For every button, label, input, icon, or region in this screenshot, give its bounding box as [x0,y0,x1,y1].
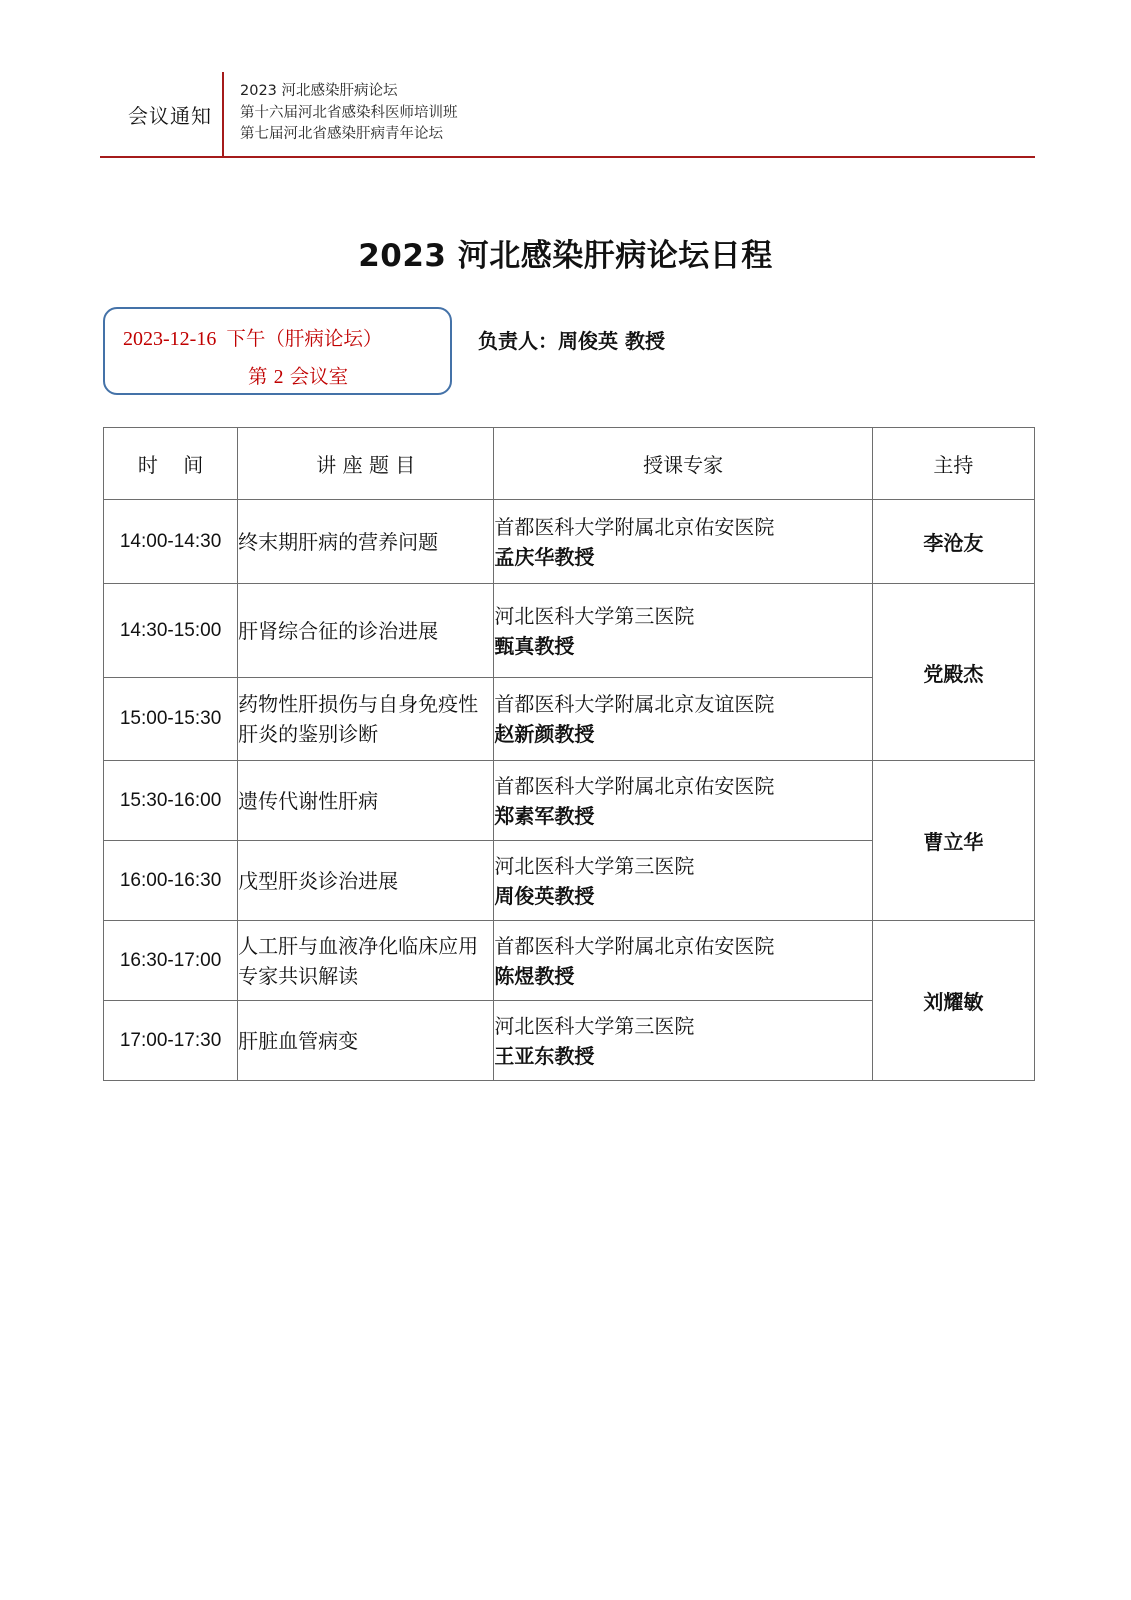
session-info-box [103,307,452,395]
header-line: 2023 河北感染肝病论坛 [240,83,398,99]
row-topic: 戊型肝炎诊治进展 [238,841,494,921]
row-expert [494,1001,872,1081]
session-responsible: 负责人：周俊英 教授 [478,329,665,353]
document-title: 2023 河北感染肝病论坛日程 [358,238,773,274]
header-line: 第十六届河北省感染科医师培训班 [240,104,458,121]
expert-institution: 河北医科大学第三医院 [494,1013,695,1038]
expert-institution: 首都医科大学附属北京佑安医院 [494,933,775,958]
expert-institution: 河北医科大学第三医院 [494,603,695,628]
expert-name: 周俊英教授 [494,883,595,908]
row-expert [494,921,872,1001]
table-header-row [104,428,1035,500]
room-prefix: 第 [248,365,268,388]
row-topic: 人工肝与血液净化临床应用专家共识解读 [238,921,494,1001]
row-expert [494,584,872,678]
row-expert [494,678,872,761]
session-period: 下午（肝病论坛） [226,327,383,350]
expert-institution: 河北医科大学第三医院 [494,853,695,878]
expert-name: 孟庆华教授 [494,544,595,569]
row-host: 李沧友 [872,500,1034,584]
notice-label: 会议通知 [128,104,212,128]
row-host: 曹立华 [872,761,1034,921]
expert-name: 赵新颜教授 [494,722,595,746]
room-suffix: 会议室 [289,365,349,388]
schedule-table [103,427,1035,1081]
session-date-line [123,323,382,351]
row-topic: 终末期肝病的营养问题 [238,500,494,584]
header-vertical-divider [222,72,224,158]
session-room [248,361,348,389]
table-row [104,921,1035,1001]
row-expert [494,841,872,921]
expert-institution: 首都医科大学附属北京友谊医院 [494,692,775,716]
row-topic: 肝肾综合征的诊治进展 [238,584,494,678]
expert-institution: 首都医科大学附属北京佑安医院 [494,514,775,539]
row-time: 16:30-17:00 [104,921,238,1001]
header-host: 主持 [872,428,1034,500]
session-date: 2023-12-16 [123,328,217,350]
row-expert [494,761,872,841]
header-event-lines [240,81,458,146]
header-line: 第七届河北省感染肝病青年论坛 [240,126,443,142]
header-time: 时 间 [104,428,238,500]
expert-name: 王亚东教授 [494,1043,595,1068]
expert-name: 郑素军教授 [494,803,595,828]
row-time: 14:30-15:00 [104,584,238,678]
row-time: 17:00-17:30 [104,1001,238,1081]
row-time: 15:30-16:00 [104,761,238,841]
row-expert [494,500,872,584]
row-host: 党殿杰 [872,584,1034,761]
header-horizontal-divider [100,156,1035,158]
row-topic: 遗传代谢性肝病 [238,761,494,841]
row-topic: 药物性肝损伤与自身免疫性肝炎的鉴别诊断 [238,678,494,761]
expert-name: 陈煜教授 [494,963,575,988]
header-topic: 讲 座 题 目 [238,428,494,500]
table-row [104,500,1035,584]
row-host: 刘耀敏 [872,921,1034,1081]
row-topic: 肝脏血管病变 [238,1001,494,1081]
row-time: 14:00-14:30 [104,500,238,584]
room-number: 2 [273,367,284,388]
row-time: 15:00-15:30 [104,678,238,761]
header-expert: 授课专家 [494,428,872,500]
table-row [104,761,1035,841]
expert-institution: 首都医科大学附属北京佑安医院 [494,773,775,798]
row-time: 16:00-16:30 [104,841,238,921]
table-row [104,584,1035,678]
expert-name: 甄真教授 [494,633,575,658]
